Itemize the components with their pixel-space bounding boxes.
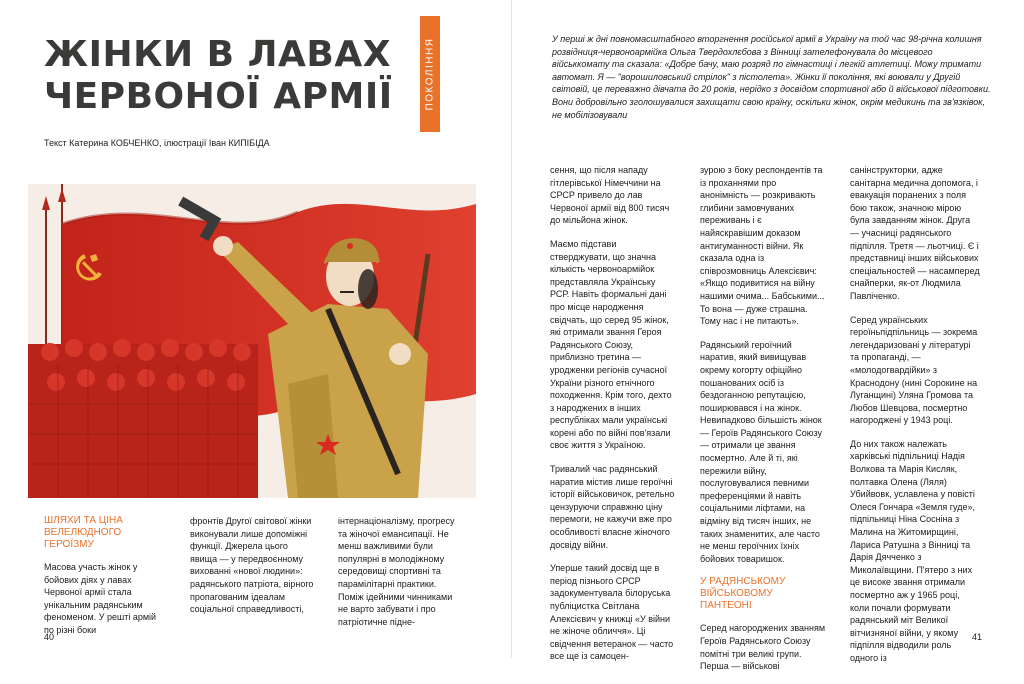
left-column-2: [190, 515, 316, 627]
subhead-heroism: ШЛЯХИ ТА ЦІНА ВЕЛЕЛЮДНОГО ГЕРОЇЗМУ: [44, 515, 123, 550]
paragraph: санінструкторки, адже санітарна медична допомога, і евакуація поранених з поля бою також, значною мірою була завданням жінок. Друга — учасниці радянського підпілля. Третя — льотчиці. Є і представниці інших військових спеціальностей — насамперед снайперки, як-от Людмила Павліченко.: [850, 165, 980, 301]
subhead-pantheon: У РАДЯНСЬКОМУ ВІЙСЬКОВОМУ ПАНТЕОНІ: [700, 576, 786, 612]
paragraph: Уперше такий досвід ще в період пізнього СРСР задокументувала білоруська публіцистка Світлана Алексієвич у книжці «У війни не жіноче обличчя». Ці свідчення ветеранок — часто все ще із самоцен-: [550, 563, 674, 662]
paragraph: фронтів Другої світової жінки виконували лише допоміжні функції. Джерела цього явища — у передвоєнному вихованні «нової людини»: радянського патріота, вірного пропагованим ідеалам соціальної справедливості,: [190, 516, 314, 615]
paragraph: сення, що після нападу гітлерівської Німеччини на СРСР привело до лав Червоної армії від 800 тисяч до мільйона жінок.: [550, 165, 670, 226]
title-line-2: ЧЕРВОНОЇ АРМІЇ: [44, 76, 393, 117]
intro-paragraph: У перші ж дні повномасштабного вторгнення російської армії в Україну на той час 98-річна колишня розвідниця-червоноармійка Ольга Твердохлєбова з Вінниці зателефонувала до місцевого військкомату та сказала: «Добре бачу, маю розряд по гімнастиці і легкій атлетиці. Можу тримати автомат. Я — "ворошиловський стрілок" з пістолета». Жінки її покоління, які воювали у Другій світовій, це переважно дівчата до 20 років, нерідко з досвідом спортивної або й військової підготовки. Вони добровільно зголошувалися захищати свою країну, оскільки жінок, окрім медикинь та зв'язківок, не мобілізовували: [552, 34, 991, 120]
left-column-3-bottom: [338, 515, 464, 639]
paragraph: Маємо підстави стверджувати, що значна кількість червоноармійок представляла Українську РСР. Навіть формальні дані про місце народження свідчать, що серед 95 жінок, які отримали звання Героя Радянського Союзу, приблизно третина — уродженки регіонів сучасної України різного етнічного походження. Крім того, дехто з народжених в інших республіках мали українські корені або по війні пов'язали своє життя з Україною.: [550, 238, 672, 451]
right-column-1: [550, 164, 676, 674]
paragraph: Масова участь жінок у бойових діях у лавах Червоної армії стала унікальним радянським феноменом. У решті армій по різні боки: [44, 562, 157, 635]
paragraph: Серед українських героїньпідпільниць — зокрема легендаризовані у літературі та пропаганді, — «молодогвардійки» з Краснодону (нині Сорокине на Луганщині) Уляна Громова та Любов Шевцова, посмертно нагороджені у 1943 році.: [850, 314, 978, 426]
article-title: [44, 34, 393, 118]
paragraph: До них також належать харківські підпільниці Надія Волкова та Марія Кисляк, полтавка Олена (Ляля) Убийвовк, уславлена у повісті Олеся Гончара «Земля гуде», підпільниці Ніна Сосніна з Малина на Житомирщині, Лариса Ратушна з Вінниці та Дарія Дячченко з Миколаївщини. П'ятеро з них це високе звання отримали посмертно аж у 1965 році, коли почали формувати радянський міт Великої вітчизняної війни, у якому підпілля відводили роль одного із: [850, 438, 975, 663]
right-column-2: [700, 164, 826, 684]
paragraph: зурою з боку респондентів та із проханнями про анонімність — розкривають глибини замовчуваних переживань і є найяскравішим доказом антигуманності війни. Як сказала одна із співрозмовниць Алексієвич: «Якщо подивитися на війну нашими очима... Бабськими... То вона — дуже страшна. Тому нас і не питають».: [700, 165, 825, 327]
section-tab: [420, 16, 440, 132]
right-page: [512, 0, 1024, 672]
right-column-3: [850, 164, 983, 676]
paragraph: Тривалий час радянський наратив містив лише героїчні історії військовичок, ретельно цензуруючи справжню ціну перемоги, не кажучи вже про особливості власне жіночого досвіду війни.: [550, 464, 675, 550]
title-line-1: ЖІНКИ В ЛАВАХ: [44, 34, 391, 75]
paragraph: Радянський героїчний наратив, який вивищував окрему когорту офіційно пошанованих осіб із бездоганною репутацією, поширювався і на жінок. Невипадково більшість жінок — Героїв Радянського Союзу — отримали це звання посмертно. Але й ті, які пережили війну, послуговувалися певними преференціями й навіть соціальними ліфтами, на відміну від тисяч інших, не таких знаменитих, але часто не менш героїчних їхніх бойових товаришок.: [700, 339, 822, 564]
paragraph: інтернаціоналізму, прогресу та жіночої емансипації. Не менш важливими були популярні в молодіжному середовищі спортивні та парамілітарні практики. Поміж ідейними чинниками не варто забувати і про патріотичне підне-: [338, 516, 455, 627]
left-column-1: [44, 515, 164, 648]
left-page: [0, 0, 512, 658]
section-label: ПОКОЛІННЯ: [424, 37, 436, 111]
byline: Текст Катерина КОБЧЕНКО, ілюстрації Іван КИПІБІДА: [44, 138, 270, 148]
page-number-right: 41: [972, 632, 983, 642]
illustration: [28, 184, 476, 498]
page-number-left: 40: [44, 632, 55, 642]
illustration-artwork: [28, 184, 476, 498]
paragraph: Серед нагороджених званням Героїв Радянського Союзу помітні три великі групи. Перша — військові: [700, 623, 826, 672]
